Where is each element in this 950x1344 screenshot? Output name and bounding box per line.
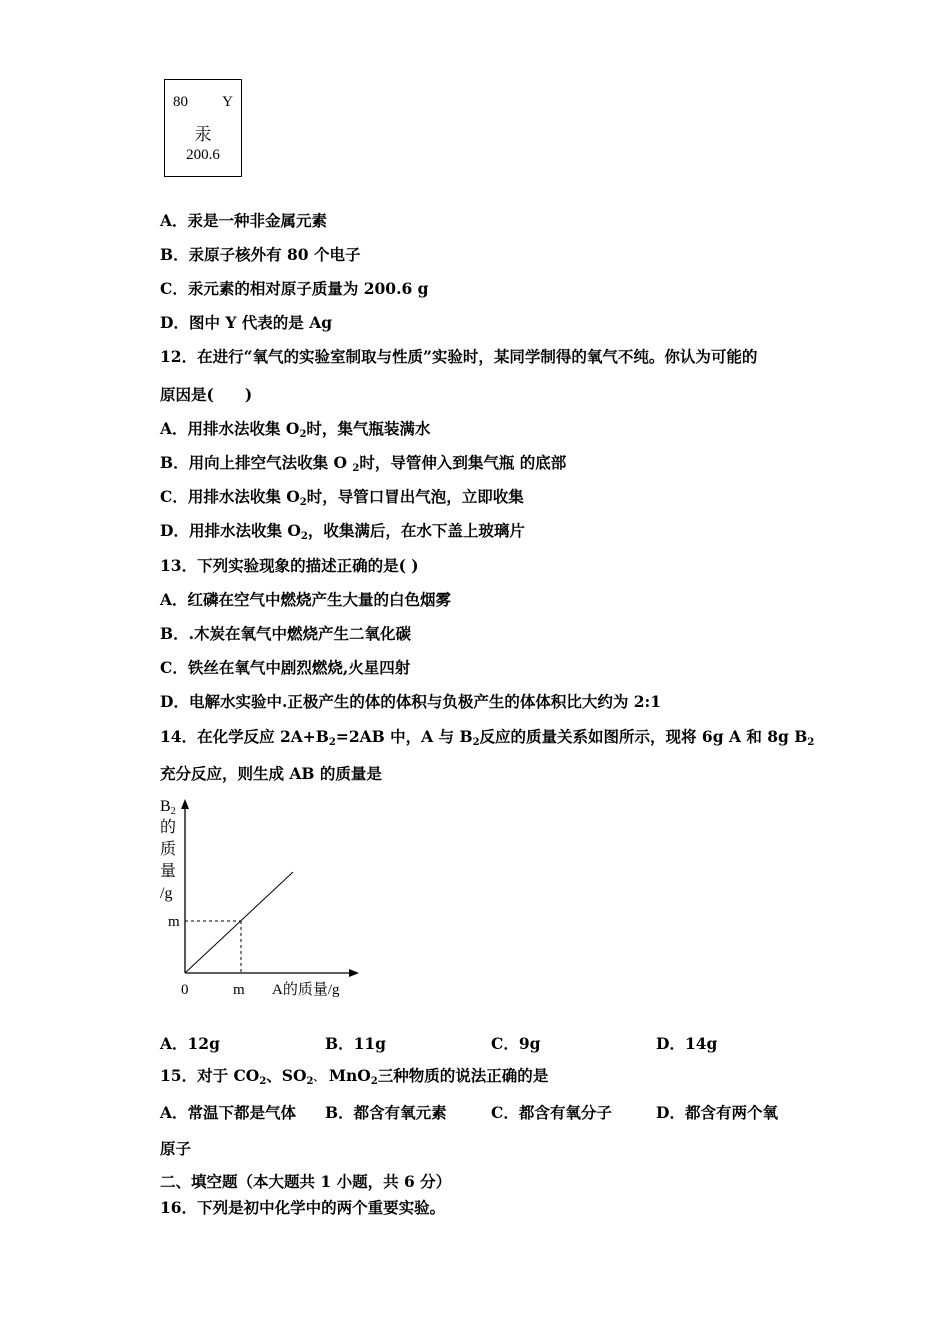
q14-stem-line1: 14．在化学反应 $2A+B_2=2AB$ 中，A 与 $B_2$反应的质量关系如图所示，现将 6g A 和 8g $B_2$ (160, 727, 815, 748)
q11-option-a: A．汞是一种非金属元素 (160, 211, 328, 230)
q15-option-b: B．都含有氧元素 (325, 1103, 447, 1122)
atomic-number: 80 (173, 94, 188, 110)
q13-option-d: D．电解水实验中.正极产生的体的体积与负极产生的体体积比大约为 2:1 (160, 692, 662, 711)
q15-option-c: C．都含有氧分子 (491, 1103, 612, 1122)
q16-stem: 16．下列是初中化学中的两个重要实验。 (160, 1198, 446, 1217)
q15-stem: 15．对于 $CO_2$、$SO_2$、 MnO$_2$三种物质的说法正确的是 (160, 1066, 549, 1087)
q11-option-b: B．汞原子核外有 80 个电子 (160, 245, 361, 264)
q13-option-c: C．铁丝在氧气中剧烈燃烧,火星四射 (160, 658, 411, 677)
x-axis-label: A的质量/g (272, 982, 340, 998)
q12-option-c: C．用排水法收集 $O_2$时，导管口冒出气泡，立即收集 (160, 487, 524, 508)
mass-relation-chart (150, 795, 370, 1010)
q12-option-d: D．用排水法收集 $O_2$，收集满后，在水下盖上玻璃片 (160, 521, 525, 542)
q15-option-d: D．都含有两个氧 (656, 1103, 778, 1122)
section-2-heading: 二、填空题（本大题共 1 小题，共 6 分） (160, 1172, 452, 1191)
element-name: 汞 (194, 125, 212, 145)
y-tick-label: m (168, 914, 180, 930)
q12-stem-line1: 12．在进行“氧气的实验室制取与性质”实验时，某同学制得的氧气不纯。你认为可能的 (160, 347, 758, 366)
y-axis-label-1: 的 (160, 819, 177, 836)
y-axis-label-4: /g (160, 885, 173, 902)
q12-option-a: A．用排水法收集 $O_2$时，集气瓶装满水 (160, 419, 431, 440)
x-axis-arrow (349, 969, 359, 977)
q13-option-b: B．.木炭在氧气中燃烧产生二氧化碳 (160, 624, 411, 643)
y-axis-arrow (181, 799, 189, 809)
q11-option-d: D．图中 Y 代表的是 Ag (160, 313, 333, 332)
q12-stem-line2: 原因是( ) (160, 385, 253, 404)
q15-option-d-continued: 原子 (160, 1139, 192, 1158)
q13-stem: 13．下列实验现象的描述正确的是( ) (160, 556, 419, 575)
origin-label: 0 (181, 982, 189, 998)
element-symbol: Y (222, 94, 233, 110)
q14-option-a: A．12g (160, 1034, 220, 1053)
y-axis-label-3: 量 (160, 863, 177, 880)
data-line (185, 872, 293, 973)
y-axis-label-2: 质 (160, 841, 177, 858)
q11-option-c: C．汞元素的相对原子质量为 200.6 g (160, 279, 429, 298)
q14-option-b: B．11g (325, 1034, 387, 1053)
y-axis-label-0: B2 (160, 798, 176, 817)
x-tick-label: m (233, 982, 245, 998)
q15-option-a: A．常温下都是气体 (160, 1103, 297, 1122)
q12-option-b: B．用向上排空气法收集 O $_2$时，导管伸入到集气瓶 的底部 (160, 453, 567, 474)
q13-option-a: A．红磷在空气中燃烧产生大量的白色烟雾 (160, 590, 452, 609)
q14-stem-line2: 充分反应，则生成 AB 的质量是 (160, 764, 382, 783)
atomic-mass: 200.6 (186, 147, 220, 163)
element-card (164, 79, 242, 177)
q14-option-c: C．9g (491, 1034, 541, 1053)
q14-option-d: D．14g (656, 1034, 718, 1053)
